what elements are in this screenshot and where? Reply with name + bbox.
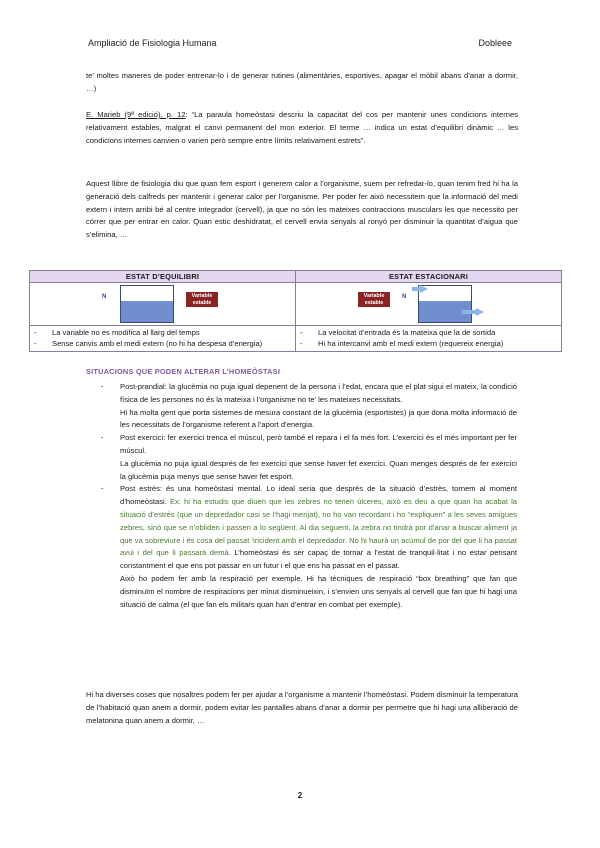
zebra-example-text: Ex: hi ha estudis que diuen que les zebres no tenen úlceres, això es deu a que quan ha acabat la situació d’estrès (que un depredador casi se l’hagi menjat), no ho van recordant i ho “expliquen” a les seves amigues zebres, sinó que se n’obliden i passen a lo següent. Al dia seguent, la zebra no tindrà por d’anar a buscar aliment ja que va sobreviure i és cosa del passat ‘incident amb el depredador. No hi haurà un acúmul de por del que li ha passat avui i del que li passarà demà. [120, 497, 517, 558]
bullet-dash: - [300, 339, 303, 348]
estable-label-2: estable [364, 299, 384, 306]
estable-label: estable [192, 299, 212, 306]
bullet-dash: - [101, 382, 104, 391]
bullet-text: Post-prandial: la glucèmia no puja igual depenent de la persona i l’edat, encara que el plat sigui el mateix, la condició física de les persones no és la mateixa i l’organisme no te’ les mateixes necessitats. [120, 382, 517, 404]
list-item-text: Hi ha intercanvi amb el medi extern (requereix energia) [318, 339, 504, 348]
quote-text: : “La paraula homeòstasi descriu la capacitat del cos per mantenir unes condicions internes relativament estables, malgrat el canvi permanent del mon exterior. El terme … indica un estat d’equilibri dinàmic … les condicions internes canvien o varien però sempre entre límits relativament estrets”. [86, 110, 518, 145]
list-item [300, 338, 557, 349]
variable-label-2: Variable [363, 293, 385, 299]
equilibrium-list [30, 326, 295, 351]
n-label-2: N [402, 294, 407, 300]
bullet-dash: - [34, 339, 37, 348]
inflow-arrow-icon [420, 285, 428, 293]
n-label: N [102, 294, 107, 300]
stationary-list [296, 326, 561, 351]
equilibrium-table [29, 270, 562, 352]
page-number: 2 [297, 791, 303, 800]
bullet-text-intro: Post estrès: és una homeòstasi mental. Lo ideal seria que després de la situació d’estrès, tornem al moment d’homeòstasi. [120, 484, 517, 507]
bullet-text [120, 483, 517, 573]
bullet-text: La glucèmia no puja igual després de fer exercici que sense haver fet exercici. Quan menges després de fer exercici la glucèmia puja menys que sense haver fet esport. [120, 458, 517, 481]
bullet-dash: - [101, 433, 104, 443]
bullet-post-estres [101, 483, 517, 611]
outflow-arrow-icon [476, 308, 484, 316]
bullet-text: Hi ha molta gent que porta sistemes de mesura constant de la glucèmia (esportistes) ja que dona molta informació de les necessitats de l’organisme referent a l’aport d’energia. [120, 407, 517, 430]
bullet-post-prandial [101, 381, 517, 432]
stationary-list-cell [296, 326, 562, 352]
variable-label: Variable [191, 293, 213, 299]
equilibrium-level-fill [121, 301, 173, 322]
list-item [34, 327, 291, 338]
body-paragraph-2: Aquest llibre de fisiologia diu que quan fem esport i generem calor a l’organisme, suem per refredar-lo, quan tenim fred hi ha la generació dels calfreds per mantenir i generar calor per l’organisme. Per poder fer això necessitem que la informació del medi extern i intern arribi bé al centre integrador (cervell), ja que no són les mateixes contraccions musculars les que necessito per córrer que per entrar en calor. Quan estic deshidratat, el cervell envia senyals al ronyó per disminuir la quantitat d’aigua que s’elimina, … [86, 179, 518, 240]
stationary-diagram [296, 283, 561, 325]
bullet-dash: - [101, 484, 104, 494]
situations-list [101, 381, 517, 611]
table-header-stationary: ESTAT ESTACIONARI [296, 271, 562, 283]
list-item-text: La velocitat d’entrada és la mateixa que la de sortida [318, 328, 496, 337]
equilibrium-diagram-cell [30, 283, 296, 326]
bullet-dash: - [34, 328, 37, 337]
quote-source: E. Marieb (9ª edició), p. 12 [86, 110, 186, 119]
header-course-title: Ampliació de Fisiologia Humana [88, 38, 217, 48]
stationary-diagram-cell [296, 283, 562, 326]
list-item [300, 327, 557, 338]
outflow-arrow-shaft [462, 310, 476, 314]
variable-estable-badge [186, 292, 218, 307]
bullet-text-conclusion: L’homeòstasi és ser capaç de tornar a l’estat de tranquil·litat i no estar pensant constantment el que ens pot passar en un futur i el que ens ha passat en el passat. [120, 548, 517, 571]
bullet-dash: - [300, 328, 303, 337]
list-item [34, 338, 291, 349]
closing-paragraph: Hi ha diverses coses que nosaltres podem fer per ajudar a l’organisme a mantenir l’homeòstasi. Podem disminuir la temperatura de l’habitació quan anem a dormir, podem evitar les pantalles abans d’anar a dormir per permetre que hi hagi una alliberació de melatonina quan anem a dormir, … [86, 690, 518, 725]
variable-estable-badge-2 [358, 292, 390, 307]
list-item-text: Sense canvis amb el medi extern (no hi ha despesa d’energia) [52, 339, 263, 348]
page-header [88, 38, 512, 48]
equilibrium-list-cell [30, 326, 296, 352]
header-author: Dobleee [478, 38, 512, 48]
quote-paragraph [86, 109, 518, 147]
equilibrium-diagram [30, 283, 295, 325]
intro-paragraph: te’ moltes maneres de poder entrenar-lo i de generar rutines (alimentàries, esportives, apagar el mòbil abans d’anar a dormir, …) [86, 71, 518, 93]
bullet-text: Post exercici: fer exercici trenca el múscul, però també el repara i el fa més fort. L’exercici és el més important per fer múscul. [120, 433, 517, 455]
list-item-text: La variable no es modifica al llarg del temps [52, 328, 200, 337]
equilibrium-container [120, 285, 174, 323]
section-title: SITUACIONS QUE PODEN ALTERAR L’HOMEÒSTASI [86, 367, 281, 376]
bullet-text: Això ho podem fer amb la respiració per exemple. Hi ha tècniques de respiració “box breathing” que fan que disminuïm el nombre de respiracions per minut disminueixin, i s’envien uns senyals al cervell que fan que hi hagi una situació de calma (el que fan els militars quan han d’entrar en combat per exemple). [120, 573, 517, 609]
table-header-equilibrium: ESTAT D’EQUILIBRI [30, 271, 296, 283]
bullet-post-exercici [101, 432, 517, 483]
